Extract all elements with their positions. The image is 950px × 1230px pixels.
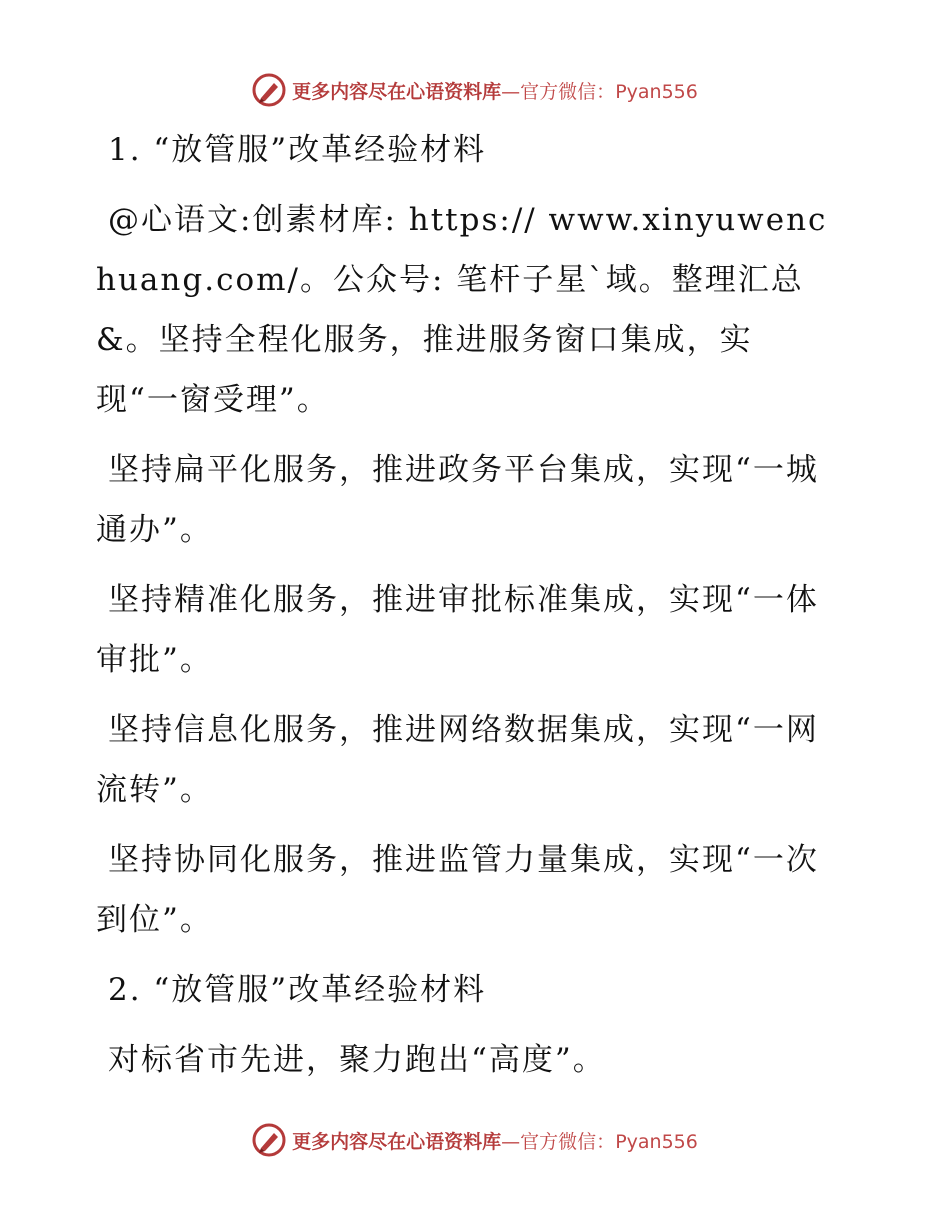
section-heading-2: 2. “放管服”改革经验材料 — [108, 972, 487, 1008]
footer-watermark — [0, 1120, 950, 1160]
paragraph-intro: @心语文:创素材库: https:// www.xinyuwenchuang.com/。公众号: 笔杆子星`域。整理汇总&。坚持全程化服务，推进服务窗口集成，实现“一窗受理”。 — [96, 202, 828, 418]
pen-logo-icon — [252, 73, 286, 107]
section-heading-1: 1. “放管服”改革经验材料 — [108, 132, 487, 168]
document-body — [96, 120, 836, 1100]
paragraph-benchmark: 对标省市先进，聚力跑出“高度”。 — [108, 1042, 606, 1078]
paragraph-coordinated-service: 坚持协同化服务，推进监管力量集成，实现“一次到位”。 — [96, 842, 819, 938]
header-watermark — [0, 70, 950, 110]
paragraph-info-service: 坚持信息化服务，推进网络数据集成，实现“一网流转”。 — [96, 712, 819, 808]
watermark-text: 更多内容尽在心语资料库—官方微信：Pyan556 — [292, 80, 698, 103]
paragraph-precise-service: 坚持精准化服务，推进审批标准集成，实现“一体审批”。 — [96, 582, 819, 678]
paragraph-flat-service: 坚持扁平化服务，推进政务平台集成，实现“一城通办”。 — [96, 452, 819, 548]
watermark-text: 更多内容尽在心语资料库—官方微信：Pyan556 — [292, 1130, 698, 1153]
pen-logo-icon — [252, 1123, 286, 1157]
